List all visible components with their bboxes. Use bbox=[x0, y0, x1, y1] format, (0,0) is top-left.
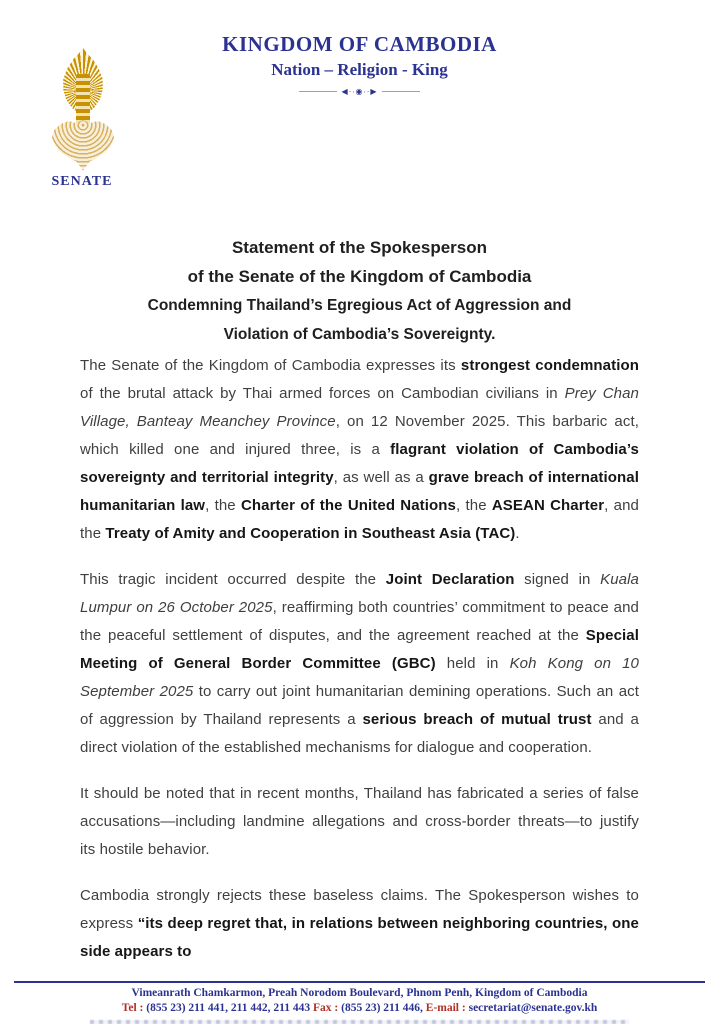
document-title bbox=[0, 233, 719, 349]
footer-address: Vimeanrath Chamkarmon, Preah Norodom Boulevard, Phnom Penh, Kingdom of Cambodia bbox=[131, 987, 588, 999]
title-line-4: Violation of Cambodia’s Sovereignty. bbox=[223, 326, 496, 343]
header-divider bbox=[0, 87, 719, 96]
text-run: E-mail : bbox=[425, 1002, 469, 1014]
text-run: signed in bbox=[514, 571, 601, 588]
senate-emblem-base-icon bbox=[50, 120, 116, 172]
text-run: , and the bbox=[80, 497, 639, 542]
footer bbox=[14, 981, 705, 1016]
text-run: (855 23) 211 446, bbox=[341, 1002, 426, 1014]
divider-ornament-icon: ◀·∙◉∙·▶ bbox=[341, 87, 378, 96]
text-run: It should be noted that in recent months, Thailand has fabricated a series of false accusations—including landmine allegations and cross-border threats—to justify its hostile behavior. bbox=[80, 785, 639, 858]
title-line-2: of the Senate of the Kingdom of Cambodia bbox=[187, 267, 532, 286]
text-run: , the bbox=[456, 497, 492, 514]
text-run: of the brutal attack by Thai armed forces on Cambodian civilians in bbox=[80, 385, 565, 402]
divider-line-left bbox=[299, 91, 337, 92]
kingdom-title: KINGDOM OF CAMBODIA bbox=[222, 32, 497, 56]
text-run: This tragic incident occurred despite the bbox=[80, 571, 386, 588]
paragraph-3 bbox=[80, 780, 639, 864]
text-run: Fax : bbox=[313, 1002, 342, 1014]
text-run: (855 23) 211 441, 211 442, 211 443 bbox=[146, 1002, 314, 1014]
text-run: held in bbox=[435, 655, 510, 672]
text-run: to carry out joint humanitarian demining operations. Such an act of aggression by Thailand represents a bbox=[80, 683, 640, 728]
text-run: Koh Kong on 10 September 2025 bbox=[80, 655, 640, 700]
text-run: Kuala Lumpur on 26 October 2025 bbox=[80, 571, 639, 616]
text-run: Tel : bbox=[121, 1002, 147, 1014]
text-run: Joint Declaration bbox=[385, 571, 515, 588]
letterhead bbox=[0, 32, 719, 96]
text-run: serious breach of mutual trust bbox=[362, 711, 592, 728]
text-run: Charter of the United Nations bbox=[240, 497, 457, 514]
paragraph-1 bbox=[80, 352, 639, 548]
text-run: Prey Chan Village, Banteay Meanchey Province bbox=[80, 385, 639, 430]
text-run: , on 12 November 2025. This barbaric act, which killed one and injured three, is a bbox=[80, 413, 639, 458]
text-run: flagrant violation of Cambodia’s sovereignty and territorial integrity bbox=[80, 441, 639, 486]
text-run: , the bbox=[205, 497, 241, 514]
statement-body bbox=[80, 352, 639, 984]
title-line-3: Condemning Thailand’s Egregious Act of Aggression and bbox=[147, 297, 572, 314]
text-run: Cambodia strongly rejects these baseless claims. The Spokesperson wishes to express bbox=[80, 887, 639, 932]
text-run: . bbox=[515, 525, 520, 542]
text-run: strongest condemnation bbox=[460, 357, 640, 374]
national-motto: Nation – Religion - King bbox=[271, 60, 448, 79]
cut-off-text-strip bbox=[90, 1020, 629, 1024]
paragraph-4 bbox=[80, 882, 639, 966]
text-run: , reaffirming both countries’ commitment to peace and the peaceful settlement of disputes, and the agreement reached at the bbox=[80, 599, 639, 644]
text-run: “its deep regret that, in relations between neighboring countries, one side appears to bbox=[80, 915, 639, 960]
text-run: Treaty of Amity and Cooperation in Southeast Asia (TAC) bbox=[105, 525, 516, 542]
paragraph-2 bbox=[80, 566, 639, 762]
text-run: grave breach of international humanitarian law bbox=[80, 469, 640, 514]
divider-line-right bbox=[382, 91, 420, 92]
text-run: The Senate of the Kingdom of Cambodia expresses its bbox=[80, 357, 461, 374]
text-run: secretariat@senate.gov.kh bbox=[468, 1002, 598, 1014]
text-run: Special Meeting of General Border Committee (GBC) bbox=[80, 627, 639, 672]
text-run: ASEAN Charter bbox=[491, 497, 605, 514]
text-run: , as well as a bbox=[333, 469, 429, 486]
title-line-1: Statement of the Spokesperson bbox=[231, 238, 488, 257]
senate-label: SENATE bbox=[51, 174, 113, 189]
footer-contact bbox=[14, 1001, 705, 1016]
text-run: and a direct violation of the established mechanisms for dialogue and cooperation. bbox=[80, 711, 639, 756]
